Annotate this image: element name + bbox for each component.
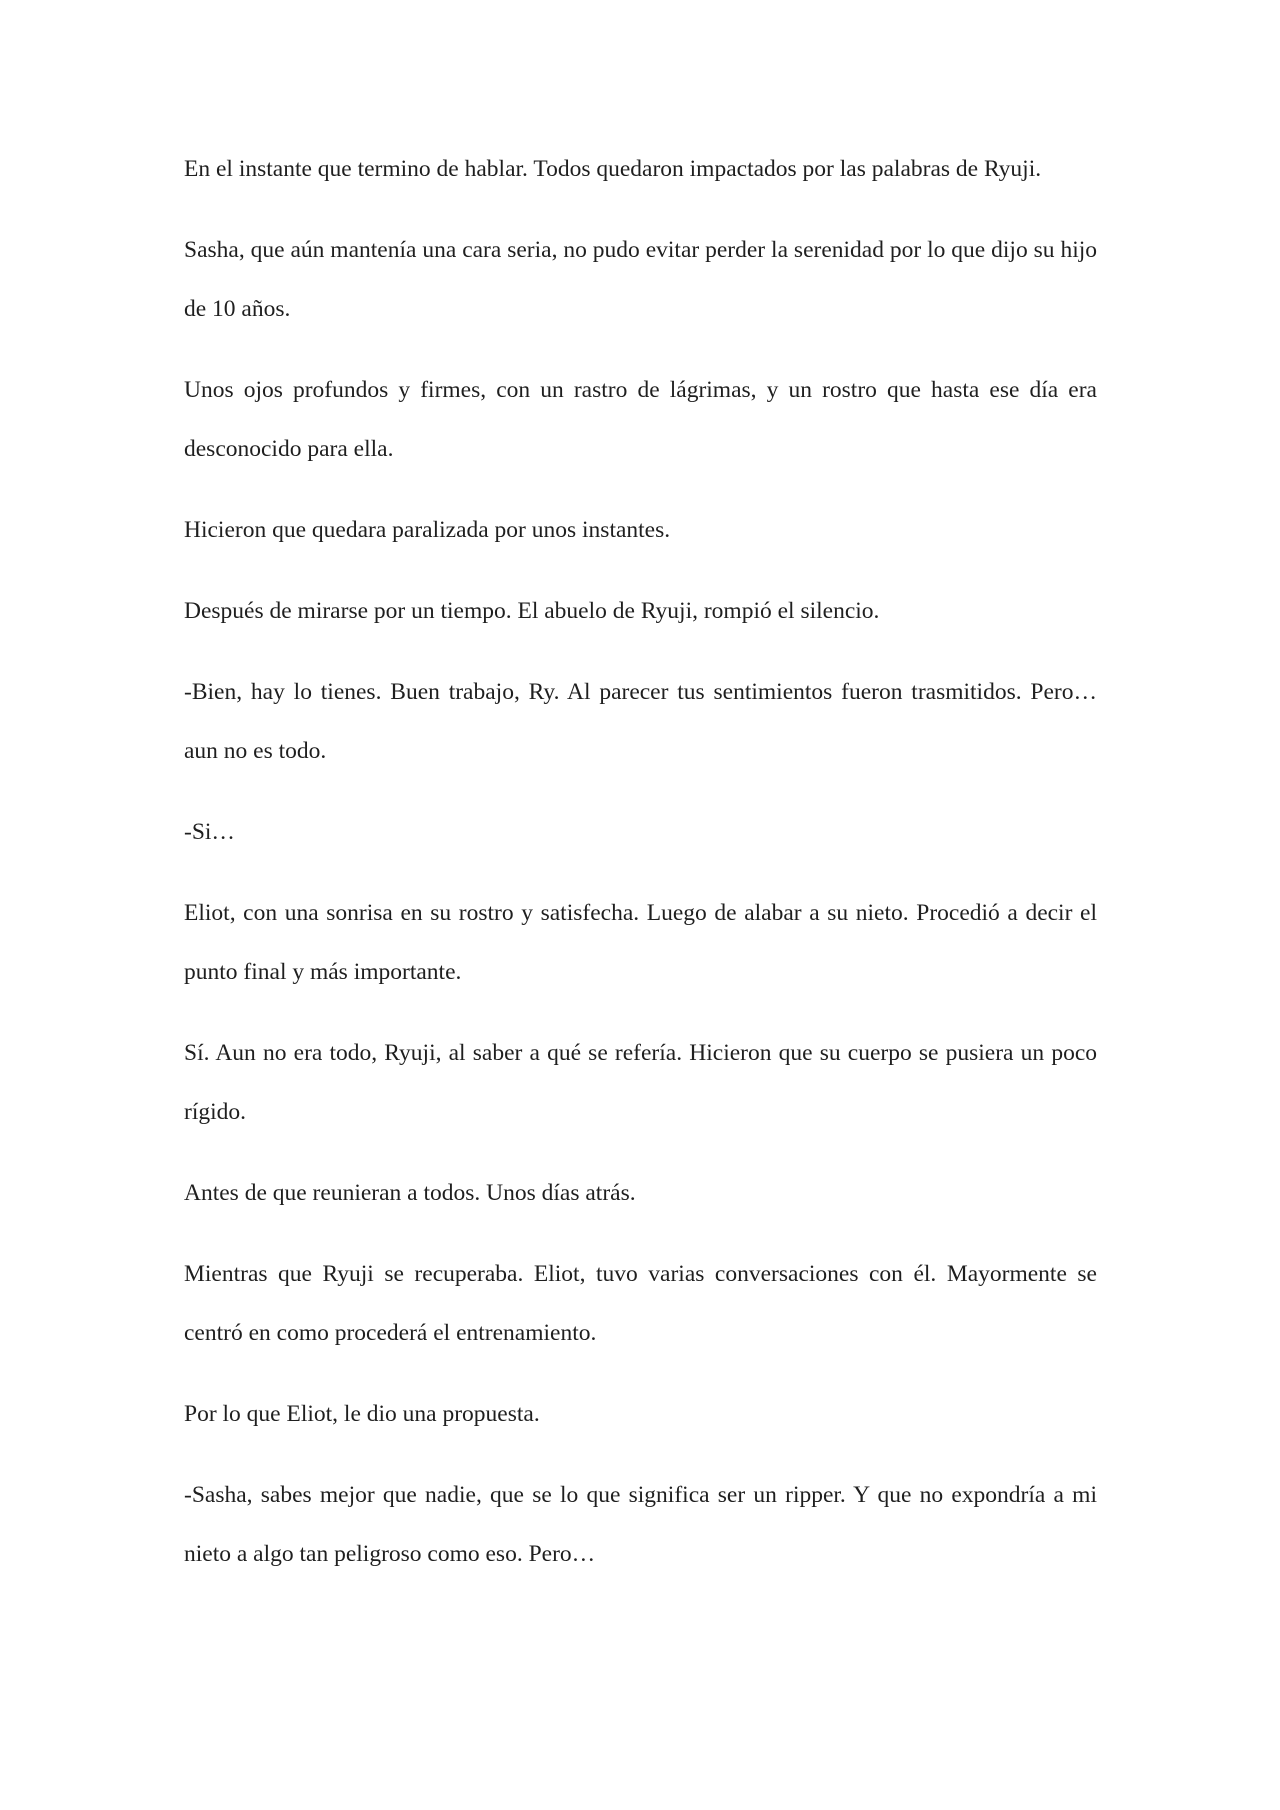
paragraph-13: -Sasha, sabes mejor que nadie, que se lo que significa ser un ripper. Y que no expondría a mi nieto a algo tan peligroso como eso. Pero… [184, 1482, 1097, 1567]
document-body [184, 140, 1097, 1606]
paragraph-7: -Si… [184, 819, 235, 845]
paragraph-11: Mientras que Ryuji se recuperaba. Eliot, tuvo varias conversaciones con él. Mayormente se centró en como procederá el entrenamiento. [184, 1261, 1097, 1346]
paragraph-10: Antes de que reunieran a todos. Unos días atrás. [184, 1180, 636, 1206]
paragraph-3: Unos ojos profundos y firmes, con un rastro de lágrimas, y un rostro que hasta ese día era desconocido para ella. [184, 377, 1097, 462]
paragraph-5: Después de mirarse por un tiempo. El abuelo de Ryuji, rompió el silencio. [184, 598, 880, 624]
paragraph-6: -Bien, hay lo tienes. Buen trabajo, Ry. Al parecer tus sentimientos fueron trasmitidos. Pero… aun no es todo. [184, 679, 1097, 764]
paragraph-8: Eliot, con una sonrisa en su rostro y satisfecha. Luego de alabar a su nieto. Procedió a decir el punto final y más importante. [184, 900, 1097, 985]
paragraph-9: Sí. Aun no era todo, Ryuji, al saber a qué se refería. Hicieron que su cuerpo se pusiera un poco rígido. [184, 1040, 1097, 1125]
paragraph-1: En el instante que termino de hablar. Todos quedaron impactados por las palabras de Ryuji. [184, 156, 1042, 182]
paragraph-2: Sasha, que aún mantenía una cara seria, no pudo evitar perder la serenidad por lo que dijo su hijo de 10 años. [184, 237, 1097, 322]
paragraph-4: Hicieron que quedara paralizada por unos instantes. [184, 517, 671, 543]
paragraph-12: Por lo que Eliot, le dio una propuesta. [184, 1401, 540, 1427]
